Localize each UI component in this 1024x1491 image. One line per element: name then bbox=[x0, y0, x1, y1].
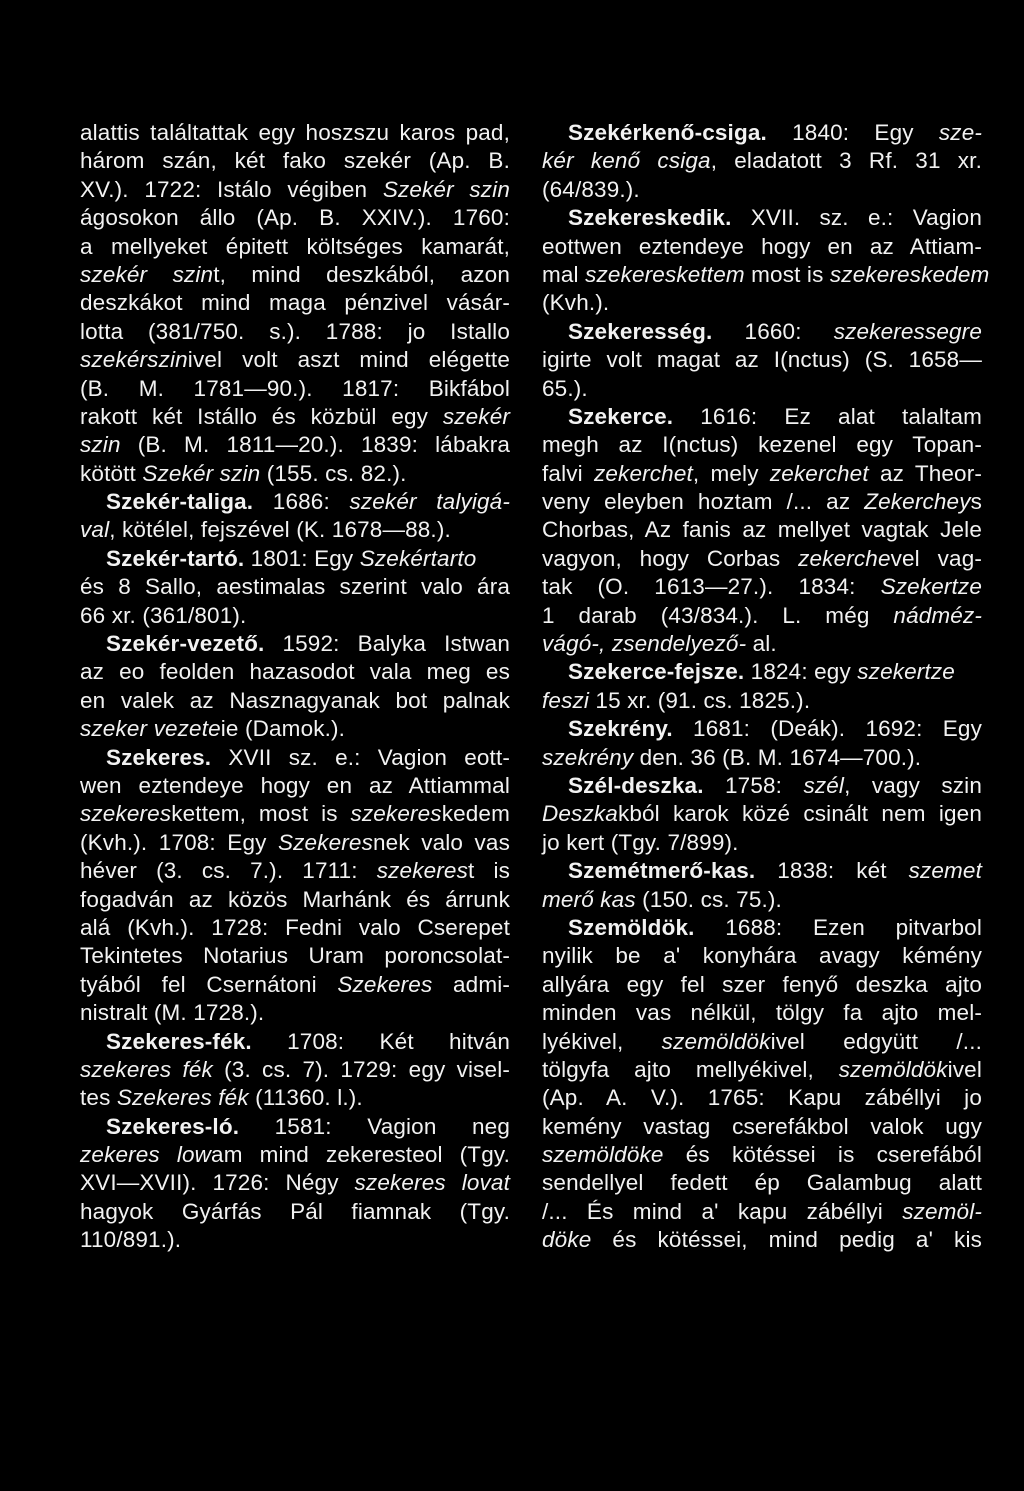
text-run: XVII sz. e.: Vagion eott- bbox=[211, 744, 510, 770]
text-line bbox=[80, 1028, 510, 1056]
text-run: XVI—XVII). 1726: Négy bbox=[80, 1170, 355, 1196]
text-run: falvi bbox=[542, 460, 594, 486]
entry-headword: Szekerce. bbox=[568, 403, 674, 429]
italic-text: Deszka bbox=[542, 801, 618, 827]
text-run: kötött bbox=[80, 460, 143, 486]
italic-text: sze- bbox=[938, 120, 982, 145]
entry-headword: Szemöldök. bbox=[568, 914, 695, 940]
right-text-column bbox=[542, 119, 990, 1255]
text-run: (B. M. 1781—90.). 1817: Bikfábol bbox=[80, 375, 510, 401]
entry-headword: Szekeres-fék. bbox=[106, 1028, 252, 1054]
text-run: az eo feolden hazasodot vala meg es bbox=[80, 659, 510, 685]
text-run: vagyon, hogy Corbas bbox=[542, 545, 799, 571]
italic-text: szemöldök bbox=[838, 1056, 948, 1082]
text-line bbox=[80, 772, 510, 800]
text-line bbox=[542, 431, 982, 459]
text-line bbox=[80, 857, 510, 885]
text-line bbox=[542, 800, 982, 828]
text-line bbox=[542, 630, 982, 658]
italic-text: szekereskettem bbox=[585, 261, 745, 287]
text-run: 1 darab (43/834.). L. még bbox=[542, 602, 894, 628]
italic-text: döke bbox=[542, 1227, 592, 1253]
italic-text: Szekér szin bbox=[142, 460, 261, 486]
italic-text: Szekeres bbox=[278, 829, 373, 855]
text-run: (155. cs. 82.). bbox=[260, 460, 407, 486]
text-line bbox=[542, 715, 982, 743]
italic-text: szél bbox=[803, 772, 845, 798]
italic-text: szekertze bbox=[857, 659, 955, 685]
text-line bbox=[542, 516, 982, 544]
text-line bbox=[80, 971, 510, 999]
text-run: Tekintetes Notarius Uram poroncsolat- bbox=[80, 943, 510, 969]
text-run: tak (O. 1613—27.). 1834: bbox=[542, 574, 881, 600]
italic-text: val bbox=[80, 517, 110, 543]
entry-headword: Szekereskedik. bbox=[568, 205, 732, 231]
entry-headword: Szekeres. bbox=[106, 744, 212, 770]
text-run: 1801: Egy bbox=[244, 545, 360, 571]
text-line bbox=[80, 289, 510, 317]
text-run: al. bbox=[746, 631, 777, 657]
text-line bbox=[542, 857, 982, 885]
text-run: nyilik be a' konyhára avagy kémény bbox=[542, 943, 982, 969]
text-line bbox=[80, 687, 510, 715]
text-line bbox=[542, 602, 982, 630]
text-run: (11360. l.). bbox=[248, 1085, 363, 1111]
italic-text: szekeres bbox=[376, 858, 468, 884]
text-run: megh az I(nctus) kezenel egy Topan- bbox=[542, 432, 982, 458]
entry-headword: Szekér-tartó. bbox=[106, 545, 245, 571]
text-line bbox=[542, 1141, 982, 1169]
italic-text: szekér talyigá- bbox=[349, 489, 510, 515]
text-line bbox=[542, 261, 990, 289]
text-line bbox=[542, 687, 982, 715]
text-run: kettem, most is bbox=[171, 801, 351, 827]
entry-headword: Szekérkenő-csiga. bbox=[568, 120, 767, 145]
text-run: minden vas nélkül, tölgy fa ajto mel- bbox=[542, 1000, 982, 1026]
text-line bbox=[542, 772, 982, 800]
text-run: , mely bbox=[692, 460, 770, 486]
text-run: három szán, két fako szekér (Ap. B. bbox=[80, 148, 510, 174]
text-line bbox=[80, 658, 510, 686]
text-line bbox=[80, 1056, 510, 1084]
text-run: XV.). 1722: Istálo végiben bbox=[80, 176, 383, 202]
text-line bbox=[542, 403, 982, 431]
text-run: ágosokon állo (Ap. B. XXIV.). 1760: bbox=[80, 205, 510, 231]
italic-text: zekeres low bbox=[80, 1142, 212, 1168]
text-line bbox=[80, 176, 510, 204]
text-run: nek valo vas bbox=[373, 829, 510, 855]
italic-text: Szekeres fék bbox=[116, 1085, 249, 1111]
text-run: veny eleyben hoztam /... az bbox=[542, 489, 865, 515]
text-run: hagyok Gyárfás Pál fiamnak (Tgy. bbox=[80, 1198, 510, 1224]
italic-text: szekér szin bbox=[80, 261, 214, 287]
italic-text: Zekerchey bbox=[864, 489, 971, 515]
text-line bbox=[542, 1113, 982, 1141]
text-line bbox=[542, 942, 982, 970]
text-line bbox=[542, 204, 982, 232]
text-line bbox=[542, 1169, 982, 1197]
italic-text: szekérszin bbox=[80, 347, 188, 373]
text-run: deszkákot mind maga pénzivel vásár- bbox=[80, 290, 510, 316]
italic-text: Szekértarto bbox=[359, 545, 477, 571]
text-run: mal bbox=[542, 261, 586, 287]
italic-text: szin bbox=[80, 432, 121, 458]
italic-text: merő kas bbox=[542, 886, 636, 912]
text-run: den. 36 (B. M. 1674—700.). bbox=[633, 744, 922, 770]
italic-text: nádméz- bbox=[893, 602, 982, 628]
text-line bbox=[542, 318, 982, 346]
italic-text: vágó-, zsendelyező- bbox=[542, 631, 747, 657]
text-line bbox=[542, 744, 982, 772]
text-run: 1660: bbox=[712, 318, 834, 344]
text-run: 110/891.). bbox=[80, 1227, 182, 1253]
text-line bbox=[80, 545, 510, 573]
text-run: és 8 Sallo, aestimalas szerint valo ára bbox=[80, 574, 510, 600]
text-run: 1616: Ez alat talaltam bbox=[673, 403, 982, 429]
text-run: rakott két Istállo és közbül egy bbox=[80, 403, 443, 429]
text-line bbox=[80, 1084, 510, 1112]
italic-text: szekér bbox=[442, 403, 510, 429]
italic-text: szemöldök bbox=[661, 1028, 771, 1054]
italic-text: szekeres bbox=[80, 801, 172, 827]
text-line bbox=[542, 289, 982, 317]
text-line bbox=[80, 744, 510, 772]
text-line bbox=[80, 346, 510, 374]
text-run: (64/839.). bbox=[542, 176, 640, 202]
text-run: , vagy szin bbox=[844, 772, 982, 798]
text-line bbox=[542, 573, 982, 601]
text-run: (B. M. 1811—20.). 1839: lábakra bbox=[120, 432, 510, 458]
text-line bbox=[542, 375, 982, 403]
text-line bbox=[80, 1198, 510, 1226]
italic-text: szemöl- bbox=[902, 1198, 982, 1224]
text-line bbox=[542, 1226, 982, 1254]
text-line bbox=[80, 488, 510, 516]
text-run: 65.). bbox=[542, 375, 588, 401]
text-line bbox=[542, 488, 982, 516]
text-line bbox=[542, 1056, 982, 1084]
text-run: kedem bbox=[441, 801, 510, 827]
italic-text: Szekeres bbox=[337, 971, 433, 997]
text-run: 1688: Ezen pitvarbol bbox=[694, 914, 982, 940]
italic-text: szekeressegre bbox=[833, 318, 982, 344]
text-run: ivel edgyütt /... bbox=[770, 1028, 982, 1054]
text-run: 15 xr. (91. cs. 1825.). bbox=[589, 687, 811, 713]
text-run: allyára egy fel szer fenyő deszka ajto bbox=[542, 971, 982, 997]
text-run: t is bbox=[467, 858, 510, 884]
text-line bbox=[80, 233, 510, 261]
text-run: 1758: bbox=[703, 772, 804, 798]
entry-headword: Szekér-vezető. bbox=[106, 631, 265, 657]
text-line bbox=[80, 999, 510, 1027]
italic-text: szekereskedem bbox=[829, 261, 990, 287]
entry-headword: Szekerce-fejsze. bbox=[568, 659, 745, 685]
text-run: XVII. sz. e.: Vagion bbox=[731, 205, 982, 231]
text-line bbox=[80, 942, 510, 970]
text-run: fogadván az közös Marhánk és árrunk bbox=[80, 886, 510, 912]
text-run: (Kvh.). bbox=[542, 290, 610, 316]
text-run: , kötélel, fejszével (K. 1678—88.). bbox=[109, 517, 451, 543]
italic-text: szemöldöke bbox=[542, 1142, 664, 1168]
text-line bbox=[542, 1084, 982, 1112]
text-line bbox=[80, 431, 510, 459]
text-run: wen eztendeye hogy en az Attiammal bbox=[80, 772, 510, 798]
text-run: lotta (381/750. s.). 1788: jo Istallo bbox=[80, 318, 510, 344]
text-run: (Kvh.). 1708: Egy bbox=[80, 829, 278, 855]
text-line bbox=[542, 176, 982, 204]
text-run: Chorbas, Az fanis az mellyet vagtak Jele bbox=[542, 517, 982, 543]
text-line bbox=[542, 914, 982, 942]
text-run: tyából fel Csernátoni bbox=[80, 971, 338, 997]
text-line bbox=[80, 1226, 510, 1254]
text-run: alá (Kvh.). 1728: Fedni valo Cserepet bbox=[80, 914, 510, 940]
text-line bbox=[542, 1028, 982, 1056]
text-run: 1840: Egy bbox=[766, 120, 939, 145]
italic-text: Szekér szin bbox=[382, 176, 510, 202]
text-run: kból karok közé csinált nem igen bbox=[617, 801, 982, 827]
text-run: alattis találtattak egy hoszszu karos pad, bbox=[80, 120, 510, 145]
entry-headword: Szekeresség. bbox=[568, 318, 713, 344]
text-line bbox=[80, 829, 510, 857]
text-run: 1592: Balyka Istwan bbox=[264, 631, 510, 657]
text-run: s bbox=[970, 489, 982, 515]
text-run: 1581: Vagion neg bbox=[239, 1113, 510, 1139]
italic-text: kér kenő csiga bbox=[542, 148, 711, 174]
text-run: en valek az Nasznagyanak bot palnak bbox=[80, 687, 510, 713]
italic-text: szeker vezete bbox=[80, 716, 221, 742]
italic-text: zekerchet bbox=[593, 460, 693, 486]
text-run: a mellyeket épitett költséges kamarát, bbox=[80, 233, 510, 259]
entry-headword: Szekrény. bbox=[568, 716, 673, 742]
italic-text: feszi bbox=[542, 687, 590, 713]
text-line bbox=[542, 460, 982, 488]
text-line bbox=[542, 233, 982, 261]
left-text-column bbox=[80, 119, 510, 1255]
text-run: és kötéssei is cserefából bbox=[663, 1142, 982, 1168]
text-run: nistralt (M. 1728.). bbox=[80, 1000, 265, 1026]
entry-headword: Szemétmerő-kas. bbox=[568, 858, 756, 884]
text-run: t, mind deszkából, azon bbox=[213, 261, 510, 287]
italic-text: szekeres bbox=[350, 801, 442, 827]
text-run: 1681: (Deák). 1692: Egy bbox=[672, 716, 982, 742]
italic-text: zekerchet bbox=[769, 460, 869, 486]
text-line bbox=[542, 545, 982, 573]
text-line bbox=[80, 261, 510, 289]
text-run: eottwen eztendeye hogy en az Attiam- bbox=[542, 233, 982, 259]
text-line bbox=[80, 800, 510, 828]
text-run: jo kert (Tgy. 7/899). bbox=[542, 829, 739, 855]
text-line bbox=[80, 147, 510, 175]
text-line bbox=[542, 829, 982, 857]
text-run: ivel volt aszt mind elégette bbox=[187, 347, 510, 373]
text-run: az Theor- bbox=[868, 460, 982, 486]
text-line bbox=[542, 658, 982, 686]
text-run: sendellyel fedett ép Galambug alatt bbox=[542, 1170, 982, 1196]
text-line bbox=[80, 403, 510, 431]
text-run: am mind zekeresteol (Tgy. bbox=[211, 1142, 510, 1168]
text-line bbox=[542, 971, 982, 999]
text-line bbox=[80, 460, 510, 488]
text-line bbox=[542, 999, 982, 1027]
text-line bbox=[80, 119, 510, 147]
text-run: (150. cs. 75.). bbox=[635, 886, 782, 912]
text-line bbox=[542, 346, 982, 374]
text-run: és kötéssei, mind pedig a' kis bbox=[591, 1227, 982, 1253]
text-run: 1686: bbox=[253, 489, 350, 515]
entry-headword: Szekér-taliga. bbox=[106, 489, 254, 515]
text-run: kemény vastag cserefákbol valok ugy bbox=[542, 1113, 982, 1139]
text-run: (3. cs. 7). 1729: egy visel- bbox=[212, 1056, 510, 1082]
entry-headword: Szekeres-ló. bbox=[106, 1113, 240, 1139]
text-line bbox=[80, 573, 510, 601]
text-line bbox=[80, 318, 510, 346]
text-line bbox=[542, 1198, 982, 1226]
text-run: 66 xr. (361/801). bbox=[80, 602, 247, 628]
italic-text: szekeres fék bbox=[80, 1056, 213, 1082]
text-run: 1838: két bbox=[755, 858, 909, 884]
italic-text: szemet bbox=[908, 858, 982, 884]
text-run: igirte volt magat az I(nctus) (S. 1658— bbox=[542, 347, 982, 373]
text-run: 1708: Két hitván bbox=[251, 1028, 510, 1054]
text-run: 1824: egy bbox=[744, 659, 858, 685]
italic-text: zekerche bbox=[798, 545, 891, 571]
text-line bbox=[80, 914, 510, 942]
text-run: ivel bbox=[947, 1056, 982, 1082]
text-run: (Ap. A. V.). 1765: Kapu zábéllyi jo bbox=[542, 1085, 982, 1111]
text-line bbox=[80, 1169, 510, 1197]
text-run: tes bbox=[80, 1085, 117, 1111]
italic-text: szekrény bbox=[542, 744, 634, 770]
text-run: ie (Damok.). bbox=[220, 716, 346, 742]
text-line bbox=[80, 630, 510, 658]
italic-text: Szekertze bbox=[880, 574, 982, 600]
text-line bbox=[80, 204, 510, 232]
text-run: vel vag- bbox=[890, 545, 982, 571]
italic-text: szekeres lovat bbox=[354, 1170, 510, 1196]
text-line bbox=[80, 516, 510, 544]
entry-headword: Szél-deszka. bbox=[568, 772, 704, 798]
text-line bbox=[542, 886, 982, 914]
text-run: , eladatott 3 Rf. 31 xr. bbox=[710, 148, 982, 174]
text-line bbox=[80, 1113, 510, 1141]
text-line bbox=[542, 147, 982, 175]
text-run: lyékivel, bbox=[542, 1028, 662, 1054]
text-line bbox=[80, 715, 510, 743]
text-line bbox=[542, 119, 982, 147]
text-run: tölgyfa ajto mellyékivel, bbox=[542, 1056, 839, 1082]
text-run: héver (3. cs. 7.). 1711: bbox=[80, 858, 377, 884]
text-run: /... És mind a' kapu zábéllyi bbox=[542, 1198, 903, 1224]
text-line bbox=[80, 375, 510, 403]
text-line bbox=[80, 1141, 510, 1169]
text-line bbox=[80, 886, 510, 914]
text-run: most is bbox=[744, 261, 830, 287]
text-run: admi- bbox=[432, 971, 510, 997]
text-line bbox=[80, 602, 510, 630]
